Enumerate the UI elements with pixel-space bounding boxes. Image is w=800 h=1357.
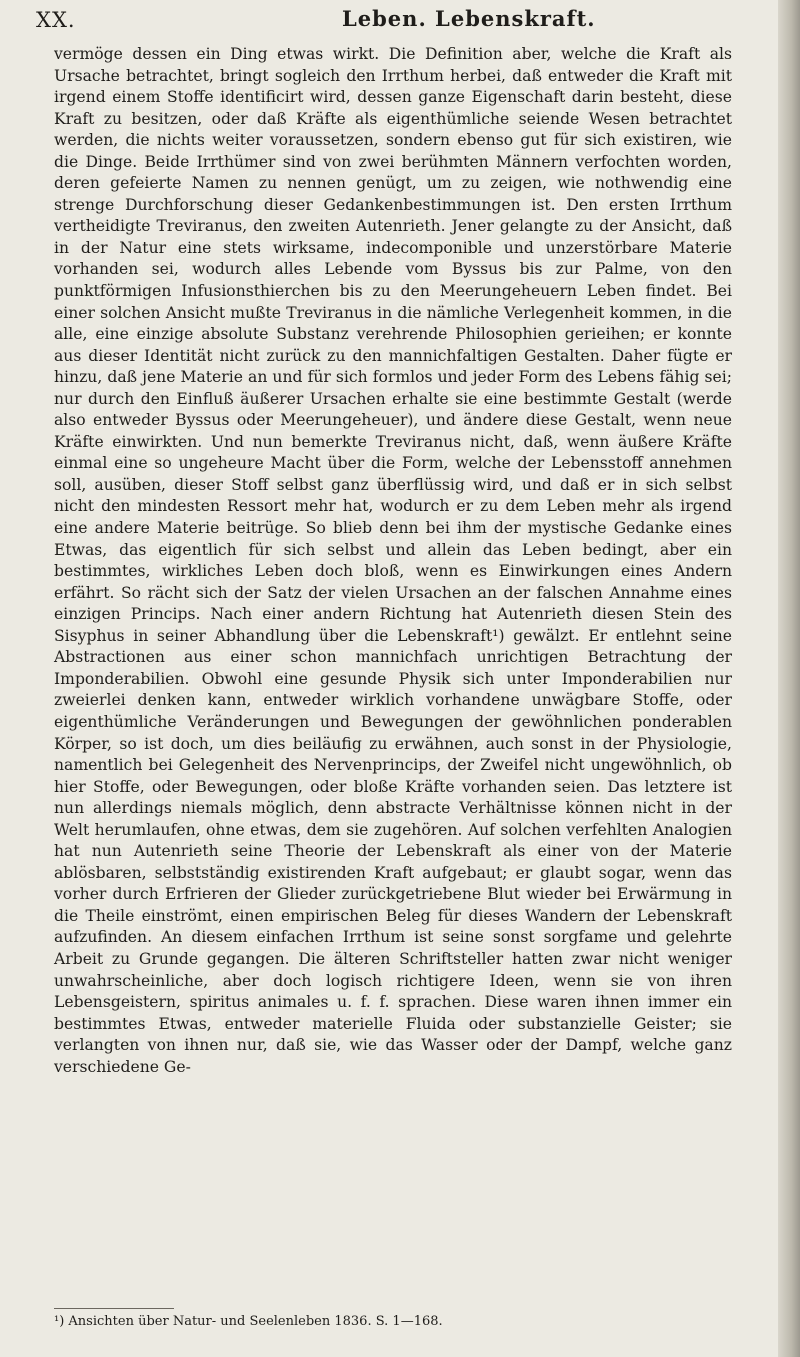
column-number: XX. <box>36 8 76 32</box>
footnote-divider <box>54 1308 174 1309</box>
page-edge <box>778 0 800 1357</box>
body-text <box>54 44 732 1078</box>
running-header <box>36 6 736 36</box>
body-paragraph: vermöge dessen ein Ding etwas wirkt. Die Definition aber, welche die Kraft als Ursache betrachtet, bringt sogleich den Irrthum herbei, daß entweder die Kraft mit irgend einem Stoffe identificirt wird, dessen ganze Eigenschaft darin besteht, diese Kraft zu besitzen, oder daß Kräfte als eigenthümliche seiende Wesen betrachtet werden, die nichts weiter voraussetzen, sondern ebenso gut für sich existiren, wie die Dinge. Beide Irrthümer sind von zwei berühmten Männern verfochten worden, deren gefeierte Namen zu nennen genügt, um zu zeigen, wie nothwendig eine strenge Durchforschung dieser Gedankenbestimmungen ist. Den ersten Irrthum vertheidigte Treviranus, den zweiten Autenrieth. Jener gelangte zu der Ansicht, daß in der Natur eine stets wirksame, indecomponible und unzerstörbare Materie vorhanden sei, wodurch alles Lebende vom Byssus bis zur Palme, von den punktförmigen Infusionsthierchen bis zu den Meerungeheuern Leben findet. Bei einer solchen Ansicht mußte Treviranus in die nämliche Verlegenheit kommen, in die alle, eine einzige absolute Substanz verehrende Philosophien gerieihen; er konnte aus dieser Identität nicht zurück zu den mannichfaltigen Gestalten. Daher fügte er hinzu, daß jene Materie an und für sich formlos und jeder Form des Lebens fähig sei; nur durch den Einfluß äußerer Ursachen erhalte sie eine bestimmte Gestalt (werde also entweder Byssus oder Meerungeheuer), und ändere diese Gestalt, wenn neue Kräfte einwirkten. Und nun bemerkte Treviranus nicht, daß, wenn äußere Kräfte einmal eine so ungeheure Macht über die Form, welche der Lebensstoff annehmen soll, ausüben, dieser Stoff selbst ganz überflüssig wird, und daß er in sich selbst nicht den mindesten Ressort mehr hat, wodurch er zu dem Leben mehr als irgend eine andere Materie beitrüge. So blieb denn bei ihm der mystische Gedanke eines Etwas, das eigentlich für sich selbst und allein das Leben bedingt, aber ein bestimmtes, wirkliches Leben doch bloß, wenn es Einwirkungen eines Andern erfährt. So rächt sich der Satz der vielen Ursachen an der falschen Annahme eines einzigen Princips. Nach einer andern Richtung hat Autenrieth diesen Stein des Sisyphus in seiner Abhandlung über die Lebenskraft¹) gewälzt. Er entlehnt seine Abstractionen aus einer schon mannichfach unrichtigen Betrachtung der Imponderabilien. Obwohl eine gesunde Physik sich unter Imponderabilien nur zweierlei denken kann, entweder wirklich vorhandene unwägbare Stoffe, oder eigenthümliche Veränderungen und Bewegungen der gewöhnlichen ponderablen Körper, so ist doch, um dies beiläufig zu erwähnen, auch sonst in der Physiologie, namentlich bei Gelegenheit des Nervenprincips, der Zweifel nicht ungewöhnlich, ob hier Stoffe, oder Bewegungen, oder bloße Kräfte vorhanden seien. Das letztere ist nun allerdings niemals möglich, denn abstracte Verhältnisse können nicht in der Welt herumlaufen, ohne etwas, dem sie zugehören. Auf solchen verfehlten Analogien hat nun Autenrieth seine Theorie der Lebenskraft als einer von der Materie ablösbaren, selbstständig existirenden Kraft aufgebaut; er glaubt sogar, wenn das vorher durch Erfrieren der Glieder zurückgetriebene Blut wieder bei Erwärmung in die Theile einströmt, einen empirischen Beleg für dieses Wandern der Lebenskraft aufzufinden. An diesem einfachen Irrthum ist seine sonst sorgfame und gelehrte Arbeit zu Grunde gegangen. Die älteren Schriftsteller hatten zwar nicht weniger unwahrscheinliche, aber doch logisch richtigere Ideen, wenn sie von ihren Lebensgeistern, spiritus animales u. f. f. sprachen. Diese waren ihnen immer ein bestimmtes Etwas, entweder materielle Fluida oder substanzielle Geister; sie verlangten von ihnen nur, daß sie, wie das Wasser oder der Dampf, welche ganz verschiedene Ge- <box>54 45 732 1076</box>
footnote: ¹) Ansichten über Natur- und Seelenleben 1836. S. 1—168. <box>54 1314 443 1329</box>
page-title: Leben. Lebenskraft. <box>342 6 596 31</box>
